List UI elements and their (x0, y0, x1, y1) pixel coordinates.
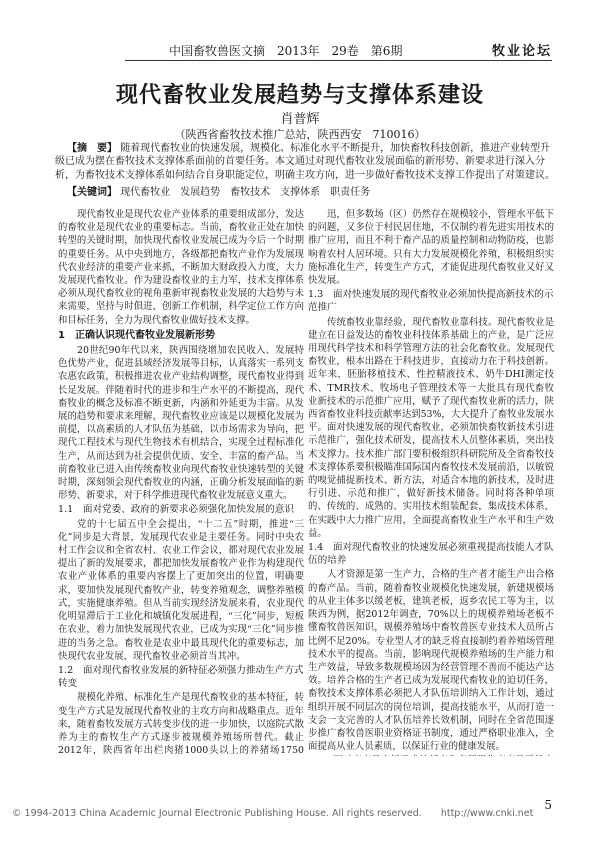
author-affiliation: （陕西省畜牧技术推广总站，陕西西安 710016） (174, 128, 426, 141)
section-heading: 1.2 面对现代畜牧业发展的新特征必须强力推动生产方式转变 (58, 664, 304, 690)
abstract (55, 142, 555, 184)
article-title: 现代畜牧业发展趋势与支撑体系建设 (115, 83, 484, 108)
body-paragraph: 现代畜牧业是现代农业产业体系的重要组成部分，发达的畜牧业是现代农业的重要标志。当前，畜牧业正处在加快转型的关键时期，加快现代畜牧业发展已成为今后一个时期的重要任务。从中央到地方，各级都把畜牧产业作为发展现代农业经济的重要产业来抓，不断加大财政投入力度，大力发展现代畜牧业。作为建设畜牧业的主力军，技术支撑体系必须从现代畜牧业的视角重新审视畜牧业发展的大趋势与未来需要，坚持与时俱进，创新工作机制，科学定位工作方向和目标任务，全力为现代畜牧业做好技术支撑。 (58, 209, 304, 326)
section-heading: 1.4 面对现代畜牧业的快速发展必须重视提高技能人才队伍的培养 (308, 542, 554, 567)
section-label: 牧业论坛 (491, 44, 552, 59)
section-heading (308, 754, 554, 756)
body-paragraph: 党的十七届五中全会提出，“十二五”时期，推进“三化”同步是大背景，发展现代农业是主要任务。同时中央农村工作会议和全省农村、农业工作会议，都对现代农业发展提出了新的发展要求，都把加快发展畜牧产业作为构建现代农业产业体系的重要内容摆上了更加突出的位置，明确要求，要加快发展现代畜牧产业，转变养殖观念，调整养殖模式，实施健康养殖。但从当前实现经济发展来看，农业现代化明显滞后于工业化和城镇化发展进程，“三化”同步，短板在农业，着力加快发展现代农业，已成为实现“三化”同步推进的当务之急。畜牧业是农业中最具现代化的重要标志，加快现代农业发展，现代畜牧业必须首当其冲。 (58, 518, 304, 662)
copyright-footer: © 1994-2013 China Academic Journal Electronic Publishing House. All rights reserved. http://www.cnki.net (12, 808, 534, 819)
article-author: 肖普辉 (280, 112, 320, 127)
page-number: 5 (544, 798, 552, 812)
body-paragraph: 人才资源是第一生产力，合格的生产者才能生产出合格的畜产品。当前，随着畜牧业规模化快速发展，新建规模场的从业主体多以缓老板，建筑老板，返乡农民工等为主，以陕西为例，据2012年调查，70%以上的规模养殖场老板不懂畜牧兽医知识，规模养殖场中畜牧兽医专业技术人员所占比例不足20%。专业型人才的缺乏将直接制约着养殖场管理技术水平的提高。当前，影响现代规模养殖场的生产能力和生产效益，导致多数规模场因为经营管理不善而不能达产达效。培养合格的生产者已成为发展现代畜牧业的迫切任务，畜牧技术支撑体系必须把人才队伍培训纳入工作计划，通过组织开展不同层次的岗位培训，提高技能水平，从而打造一支会一支完善的人才队伍培养长效机制，同时在全省范围逐步推广畜牧兽医职业资格证书制度，通过严格职业准入，全面提高从业人员素质，以保证行业的健康发展。 (308, 569, 554, 753)
section-heading: 1 正确认识现代畜牧业发展新形势 (58, 329, 215, 341)
keywords (67, 183, 370, 198)
journal-issue-line: 中国畜牧兽医文摘 2013年 29卷 第6期 (169, 44, 403, 58)
body-paragraph: 20世纪90年代以来，陕西围绕增加农民收入、发展特色优势产业，促进县域经济发展等目标，认真落实一系列支农惠农政策，积极推进农业产业结构调整，现代畜牧业得到长足发展。伴随着时代的进步和生产水平的不断提高，现代畜牧业的概念及标准不断更新，内涵和外延更为丰富。从发展的趋势和要求来理解，现代畜牧业应该是以规模化发展为前提，以高素质的人才队伍为基础，以市场需求为导向，把现代工程技术与现代生物技术有机结合，实现全过程标准化生产，从而达到为社会提供优质、安全、丰富的畜产品。当前畜牧业已进入由传统畜牧业向现代畜牧业快速转型的关键时期，深刻领会现代畜牧业的内涵，正确分析发展面临的新形势、新要求，对于科学推进现代畜牧业发展意义重大。 (58, 345, 304, 502)
abstract-label: 【摘 要】 (67, 143, 117, 154)
section-heading: 1.3 面对快速发展的现代畜牧业必须加快提高新技术的示范推广 (308, 289, 554, 314)
body-column-left (58, 208, 304, 756)
body-paragraph: 迅，但多数场（区）仍然存在规模较小，管理水平低下的问题，又多位于村民居住地，不仅制约着先进实用技术的推广应用，而且不利于畜产品的质量控制和动物防疫，也影响着农村人居环境。只有大力发展规模化养殖，积极组织实施标准化生产，转变生产方式，才能促进现代畜牧业又好又快发展。 (308, 209, 554, 287)
keywords-text: 现代畜牧业 发展趋势 畜牧技术 支撑体系 职责任务 (120, 187, 371, 198)
running-header (125, 40, 552, 61)
keywords-label: 【关键词】 (67, 187, 117, 198)
body-column-right (308, 208, 554, 756)
section-heading: 1.1 面对党委、政府的新要求必须强化加快发展的意识 (58, 504, 294, 516)
body-paragraph: 传统畜牧业靠经验，现代畜牧业靠科技。现代畜牧业是建立在日益发达的畜牧业科技体系基础上的产业，是广泛应用现代科学技术和科学管理方法的社会化畜牧业。发展现代畜牧业，根本出路在于科技进步，直接动力在于科技创新。近年来，胚胎移植技术、性控精液技术、奶牛DHI测定技术、TMR技术、牧场电子管理技术等一大批具有现代畜牧业新技术的示范推广应用，赋予了现代畜牧业新的活力，陕西省畜牧业科技贡献率达到53%，大大提升了畜牧业发展水平。面对快速发展的现代畜牧业，必须加快畜牧新技术引进示范推广，强化技术研发，提高技术人员整体素质，突出技术支撑力。技术推广部门要积极组织科研院所及全省畜牧技术支撑体系要积极瞄准国际国内畜牧技术发展前沿，以敏锐的嗅觉捕捉新技术、新方法，对适合本地的新技术，及时进行引进、示范和推广，做好新技术储备。同时将各种单项的、传统的、成熟的、实用技术组装配套，集成技术体系，在实践中大力推广应用，全面提高畜牧业生产水平和生产效益。 (308, 316, 554, 539)
body-paragraph: 规模化养殖、标准化生产是现代畜牧业的基本特征，转变生产方式是发展现代畜牧业的主攻方向和战略重点。近年来，随着畜牧发展方式转变步伐的进一步加快，以庭院式散养为主的畜牧生产方式逐步被规模养殖场所替代。截止2012年，陕西省年出栏肉猪1000头以上的养猪场1750 (58, 692, 304, 756)
abstract-text: 随着现代畜牧业的快速发展，规模化、标准化水平不断提升，加快畜牧科技创新，推进产业转型升级已成为摆在畜牧技术支撑体系面前的首要任务。本文通过对现代畜牧业发展面临的新形势、新要求进行深入分析，为畜牧技术支撑体系如何结合自身职能定位，明确主攻方向，进一步做好畜牧技术支撑工作提出了对策建议。 (55, 143, 555, 181)
